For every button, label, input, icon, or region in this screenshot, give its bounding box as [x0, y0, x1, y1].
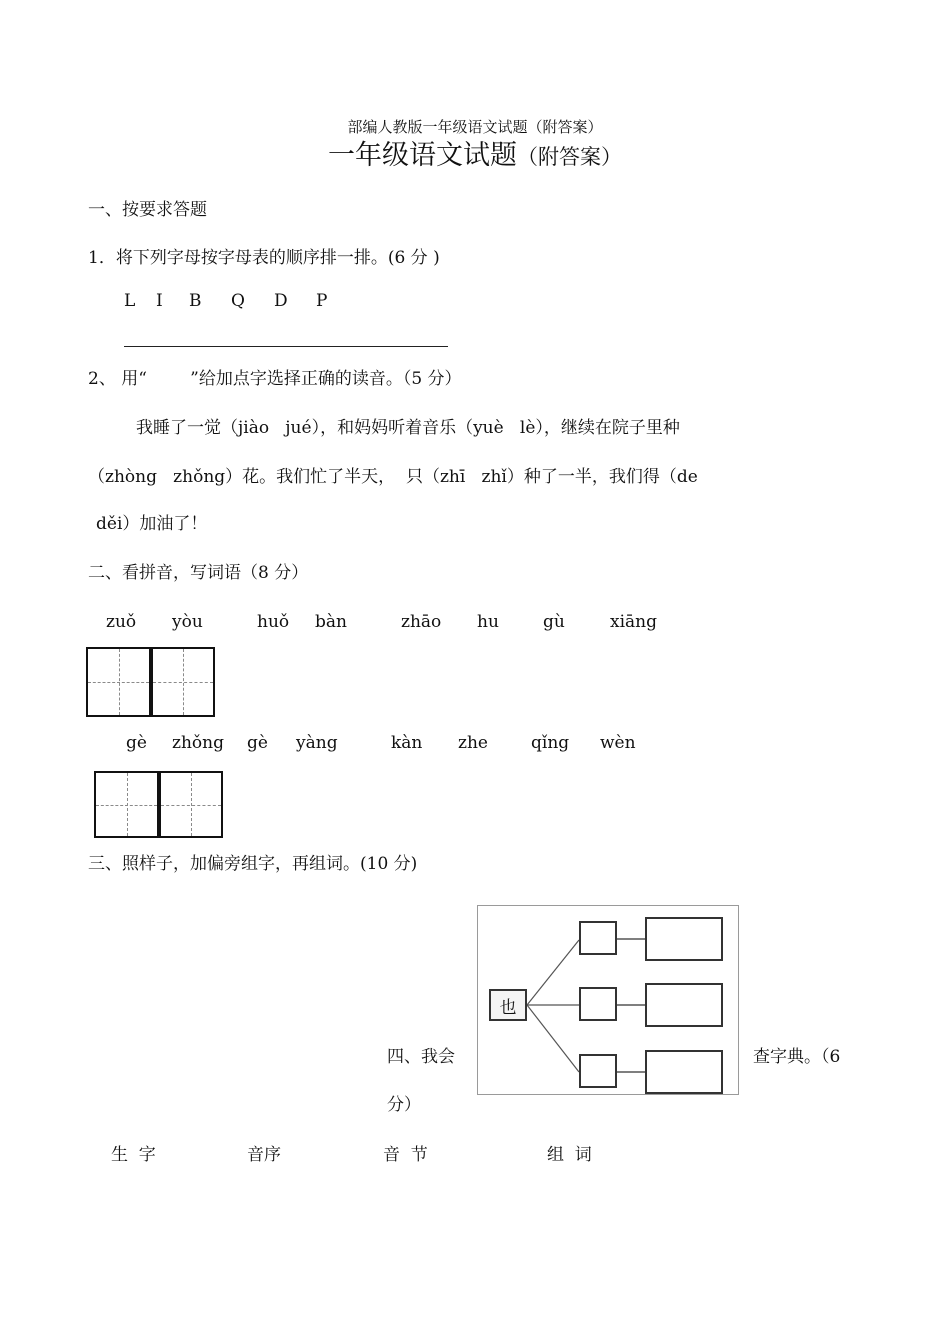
q2-passage-line2: （zhòng zhǒng）花。我们忙了半天， 只（zhī zhǐ）种了一半，我们得（de: [88, 467, 698, 487]
tianzige-cell[interactable]: [94, 771, 159, 838]
section2-heading: 二、看拼音，写词语（8 分）: [88, 563, 309, 583]
page-title-suffix: （附答案）: [517, 145, 622, 169]
pinyin: hu: [477, 612, 499, 632]
pinyin: gù: [543, 612, 565, 632]
section4-heading-left: 四、我会: [387, 1047, 455, 1067]
tianzige-cell[interactable]: [150, 647, 215, 717]
word-answer-box[interactable]: [645, 1050, 723, 1094]
pinyin: kàn: [391, 733, 423, 753]
section4-heading-right: 查字典。（6: [753, 1047, 841, 1067]
pinyin: yàng: [296, 733, 338, 753]
pinyin: zuǒ: [106, 612, 137, 632]
pinyin: xiāng: [610, 612, 657, 632]
pinyin: yòu: [172, 612, 203, 632]
letter: Q: [231, 291, 245, 311]
column-header: 组 词: [547, 1145, 592, 1165]
q2-prompt: 2、 用“ ”给加点字选择正确的读音。（5 分）: [88, 369, 462, 389]
radical-answer-box[interactable]: [579, 1054, 617, 1088]
letter: I: [156, 291, 163, 311]
tianzige-row1: [86, 647, 215, 717]
q2-passage-line3: děi）加油了！: [96, 514, 208, 534]
letter: P: [316, 291, 328, 311]
section3-heading: 三、照样子，加偏旁组字，再组词。(10 分): [88, 854, 418, 874]
tianzige-row2: [94, 771, 223, 838]
letter: L: [124, 291, 136, 311]
q2-passage-line1: 我睡了一觉（jiào jué），和妈妈听着音乐（yuè lè），继续在院子里种: [136, 418, 680, 438]
column-header: 生 字: [111, 1145, 156, 1165]
letter: B: [189, 291, 202, 311]
pinyin: qǐng: [531, 733, 570, 753]
pinyin: huǒ: [257, 612, 290, 632]
pinyin: zhǒng: [172, 733, 224, 753]
radical-answer-box[interactable]: [579, 987, 617, 1021]
radical-answer-box[interactable]: [579, 921, 617, 955]
word-answer-box[interactable]: [645, 983, 723, 1027]
letter: D: [274, 291, 288, 311]
pinyin: gè: [126, 733, 147, 753]
pinyin: wèn: [600, 733, 636, 753]
section4-heading-cont: 分）: [387, 1095, 421, 1115]
column-header: 音序: [247, 1145, 281, 1165]
letters-list: [124, 290, 327, 312]
radical-diagram: [477, 905, 739, 1095]
tianzige-cell[interactable]: [158, 771, 223, 838]
q1-prompt: 1．将下列字母按字母表的顺序排一排。(6 分 ): [88, 248, 440, 268]
word-answer-box[interactable]: [645, 917, 723, 961]
pinyin: zhe: [458, 733, 488, 753]
page-title: [0, 138, 950, 175]
document-subtitle: 部编人教版一年级语文试题（附答案）: [347, 118, 603, 136]
center-character-box: 也: [489, 989, 527, 1021]
tianzige-cell[interactable]: [86, 647, 151, 717]
pinyin: bàn: [315, 612, 347, 632]
pinyin: gè: [247, 733, 268, 753]
column-header: 音 节: [383, 1145, 428, 1165]
pinyin: zhāo: [401, 612, 442, 632]
section1-heading: 一、按要求答题: [88, 200, 207, 220]
answer-line[interactable]: [124, 346, 448, 347]
page-title-main: 一年级语文试题: [328, 140, 517, 171]
